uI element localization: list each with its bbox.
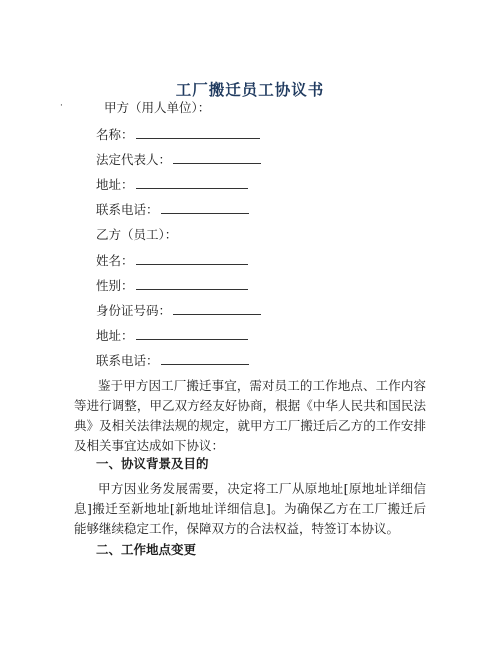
party-a-rep-blank [173,151,261,164]
party-b-address-field [96,327,248,344]
party-b-gender-field [96,277,248,294]
party-a-name-blank [136,126,260,139]
party-b-address-label: 地址： [96,328,134,343]
party-a-name-field [96,126,260,143]
bullet-mark: · [60,101,63,111]
party-a-phone-blank [161,201,249,214]
party-a-phone-field [96,201,249,218]
party-b-name-label: 姓名： [96,253,134,268]
party-b-gender-blank [136,277,248,290]
section-1-heading: 一、协议背景及目的 [96,456,209,471]
party-b-gender-label: 性别： [96,278,134,293]
party-a-phone-label: 联系电话： [96,202,159,217]
party-b-phone-field [96,352,249,369]
party-b-name-blank [136,252,248,265]
section-1-paragraph: 甲方因业务发展需要，决定将工厂从原地址[原地址详细信息]搬迁至新地址[新地址详细信息]。为确保乙方在工厂搬迁后能够继续稳定工作，保障双方的合法权益，特签订本协议。 [74,481,426,536]
intro-paragraph: 鉴于甲方因工厂搬迁事宜，需对员工的工作地点、工作内容等进行调整，甲乙双方经友好协商，根据《中华人民共和国民法典》及相关法律法规的规定，就甲方工厂搬迁后乙方的工作安排及相关事宜达成如下协议： [74,378,426,453]
party-b-phone-blank [161,352,249,365]
party-a-rep-field [96,151,261,168]
section-2-heading: 二、工作地点变更 [96,542,197,557]
party-b-name-field [96,252,248,269]
party-b-header: 乙方（员工）： [96,227,178,242]
document-title: 工厂搬迁员工协议书 [175,81,325,99]
party-a-rep-label: 法定代表人： [96,152,172,167]
party-b-id-field [96,302,261,319]
party-b-id-blank [173,302,261,315]
party-a-header: 甲方（用人单位）： [104,100,211,115]
party-b-phone-label: 联系电话： [96,353,159,368]
party-a-address-label: 地址： [96,177,134,192]
party-a-address-blank [136,176,248,189]
party-a-address-field [96,176,248,193]
party-b-id-label: 身份证号码： [96,303,172,318]
party-b-address-blank [136,327,248,340]
party-a-name-label: 名称： [96,127,134,142]
